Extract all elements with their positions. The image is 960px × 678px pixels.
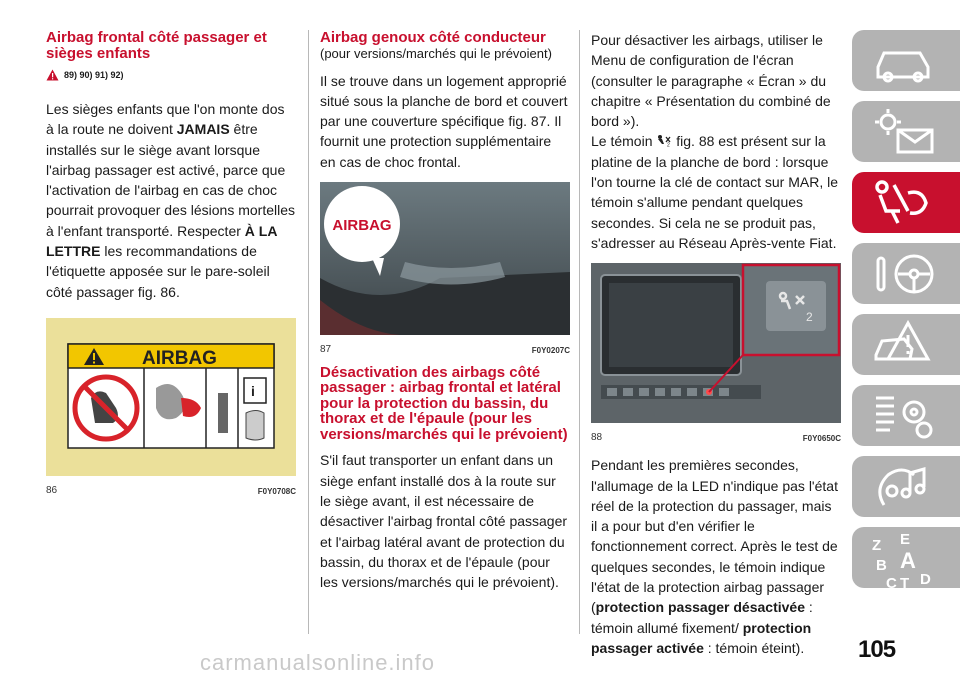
figure-number: 88 bbox=[591, 432, 603, 444]
warning-references bbox=[46, 69, 296, 81]
airbag-warning-label-image bbox=[46, 318, 296, 476]
figure-87-caption bbox=[320, 344, 570, 355]
media-icon bbox=[870, 461, 940, 513]
svg-text:E: E bbox=[900, 532, 911, 548]
figure-88 bbox=[591, 263, 841, 443]
tab-accident[interactable] bbox=[852, 314, 960, 375]
heading-knee-airbag: Airbag genoux côté conducteur bbox=[320, 29, 546, 46]
accident-icon bbox=[870, 319, 940, 371]
svg-text:B: B bbox=[876, 557, 887, 574]
column-2 bbox=[320, 30, 570, 603]
paragraph-deactivation: S'il faut transporter un enfant dans un siège enfant installé dos à la route sur le siège avant, il est nécessaire de désactiver l'airbag frontal côté passager et l'airbag latéral avant de protection du bassin, du thorax et de l'épaule (pour les versions/marchés qui le prévoient). bbox=[320, 452, 568, 591]
figure-number: 86 bbox=[46, 484, 58, 496]
svg-text:2: 2 bbox=[667, 142, 671, 148]
tab-gears[interactable] bbox=[852, 385, 960, 446]
figure-88-caption bbox=[591, 432, 841, 443]
paragraph-child-seats: Les sièges enfants que l'on monte dos à la route ne doivent JAMAIS être installés sur le siège avant lorsque l'airbag passager est activé, parce que l'activation de l'airbag en cas de choc pourrait provoquer des lésions mortelles à l'enfant transporté. Respecter À LA LETTRE les recommandations de l'étiquette apposée sur le pare-soleil côté passager fig. 86. bbox=[46, 101, 296, 300]
emphasis-passenger-activated: protection passager activée bbox=[591, 619, 812, 656]
dashboard-led-photo bbox=[591, 263, 841, 423]
tab-warning-lights[interactable] bbox=[852, 101, 960, 162]
svg-text:T: T bbox=[900, 575, 910, 590]
svg-text:i: i bbox=[251, 382, 255, 399]
page-number: 105 bbox=[858, 636, 896, 663]
heading-frontal-passenger-airbag: Airbag frontal côté passager et sièges enfants bbox=[46, 29, 267, 62]
airbag-label-text: AIRBAG bbox=[142, 347, 217, 369]
figure-code: F0Y0708C bbox=[257, 486, 296, 496]
index-icon bbox=[870, 532, 950, 590]
column-divider-1 bbox=[308, 30, 309, 634]
column-3 bbox=[591, 30, 841, 668]
figure-code: F0Y0650C bbox=[802, 434, 841, 444]
figure-code: F0Y0207C bbox=[531, 345, 570, 355]
figure-87 bbox=[320, 182, 570, 355]
watermark: carmanualsonline.info bbox=[200, 650, 436, 675]
tab-index[interactable] bbox=[852, 527, 960, 588]
tab-car[interactable] bbox=[852, 30, 960, 91]
warning-triangle-icon bbox=[46, 69, 59, 81]
svg-text:2: 2 bbox=[806, 310, 813, 325]
tab-steering[interactable] bbox=[852, 243, 960, 304]
subheading-versions: (pour versions/marchés qui le prévoient) bbox=[320, 45, 552, 61]
knee-airbag-photo bbox=[320, 182, 570, 335]
car-icon bbox=[870, 35, 940, 85]
steering-icon bbox=[870, 248, 940, 300]
svg-text:C: C bbox=[886, 575, 897, 590]
chapter-tabs bbox=[852, 30, 960, 598]
tab-airbag-seat[interactable] bbox=[852, 172, 960, 233]
airbag-callout-text: AIRBAG bbox=[332, 216, 392, 234]
column-divider-2 bbox=[579, 30, 580, 634]
gears-icon bbox=[870, 390, 940, 442]
paragraph-warning-light: Le témoin 2 fig. 88 est présent sur la platine de la planche de bord : lorsque l'on tourne la clé de contact sur MAR, le témoin s'allume pendant quelques secondes. Si cela ne se produit pas, s'adresser au Réseau Après-vente Fiat. bbox=[591, 133, 839, 251]
warning-lights-icon bbox=[870, 106, 940, 158]
reference-numbers: 89) 90) 91) 92) bbox=[64, 70, 124, 80]
figure-86 bbox=[46, 318, 296, 496]
figure-86-caption bbox=[46, 485, 296, 496]
emphasis-a-la-lettre: À LA LETTRE bbox=[46, 222, 277, 260]
paragraph-led-status: Pendant les premières secondes, l'allumage de la LED n'indique pas l'état réel de la protection du passager, mais il a pour but d'en vérifier le fonctionnement correct. Après le test de quelques secondes, le témoin indique l'état de la protection airbag passager (protection passager désactivée : témoin allumé fixement/ protection passager activée : témoin éteint). bbox=[591, 457, 838, 656]
svg-text:A: A bbox=[900, 548, 916, 573]
paragraph-knee-airbag: Il se trouve dans un logement approprié situé sous la planche de bord et couvert par une couverture spécifique fig. 87. Il fournit une protection supplémentaire en cas de choc frontal. bbox=[320, 72, 568, 170]
heading-deactivation: Désactivation des airbags côté passager : airbag frontal et latéral pour la protection du bassin, du thorax et de l'épaule (pour les versions/marchés qui le prévoient) bbox=[320, 363, 568, 443]
tab-media[interactable] bbox=[852, 456, 960, 517]
airbag-seat-icon bbox=[870, 177, 940, 229]
paragraph-menu: Pour désactiver les airbags, utiliser le Menu de configuration de l'écran (consulter le paragraphe « Écran » du chapitre « Présentation du combiné de bord »). bbox=[591, 32, 831, 130]
emphasis-jamais: JAMAIS bbox=[176, 121, 230, 138]
column-1 bbox=[46, 30, 296, 496]
figure-number: 87 bbox=[320, 343, 332, 355]
passenger-airbag-off-icon bbox=[656, 134, 672, 147]
svg-text:Z: Z bbox=[872, 537, 882, 554]
emphasis-passenger-deactivated: protection passager désactivée bbox=[595, 599, 805, 616]
svg-text:D: D bbox=[920, 571, 931, 588]
